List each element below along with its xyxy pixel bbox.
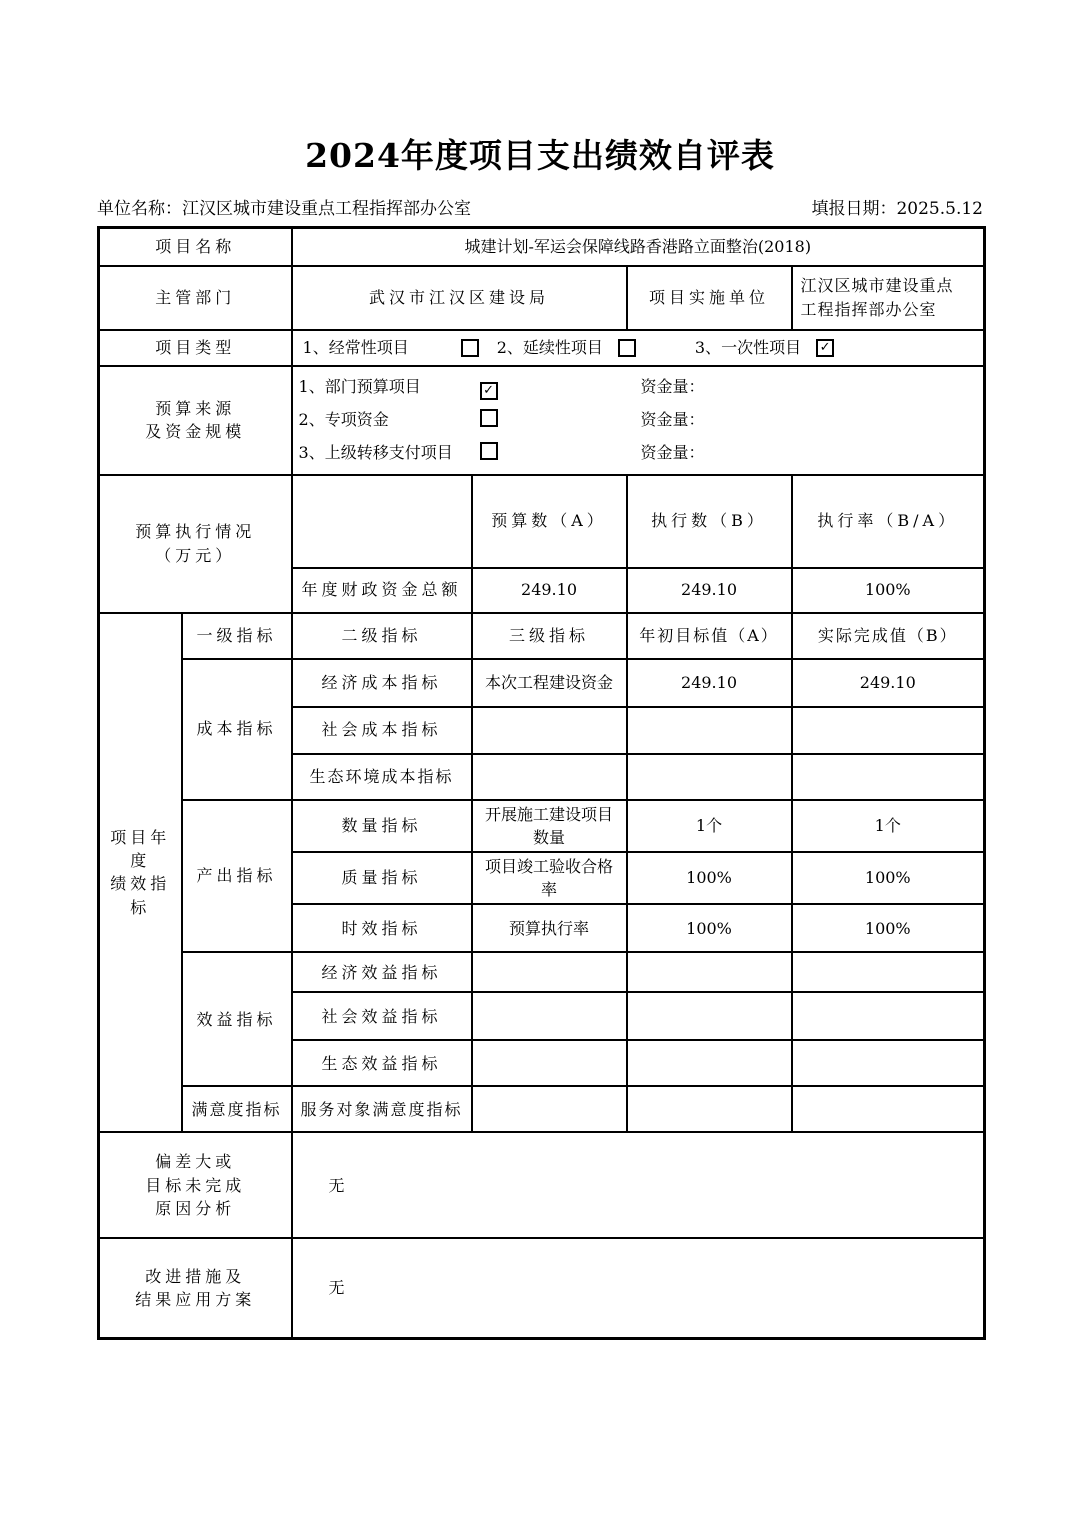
target-cell: [627, 1040, 792, 1086]
project-name-label: 项目名称: [99, 228, 292, 266]
indicator-header-row: [99, 613, 985, 659]
level3-cell: [472, 1040, 627, 1086]
header-actual: 实际完成值（B）: [792, 613, 985, 659]
level2-cell: 数量指标: [292, 800, 472, 852]
level2-cell: 社会效益指标: [292, 992, 472, 1040]
budget-source-row: [99, 366, 985, 475]
amount-label: 资金量：: [640, 410, 705, 430]
level2-cell: 质量指标: [292, 852, 472, 904]
project-name-row: [99, 228, 985, 266]
budget-execution-header-row: [99, 475, 985, 568]
annual-fund-executed-value: 249.10: [627, 568, 792, 613]
indicator-row: [99, 952, 985, 992]
impl-unit-label: 项目实施单位: [627, 266, 792, 330]
col-header-budget: 预算数（A）: [472, 475, 627, 568]
unit-name-label: 单位名称：江汉区城市建设重点工程指挥部办公室: [97, 199, 471, 219]
actual-cell: [792, 1086, 985, 1132]
budget-source-item: [293, 404, 984, 437]
level3-cell: 本次工程建设资金: [472, 659, 627, 707]
target-cell: 1个: [627, 800, 792, 852]
level1-benefit: 效益指标: [182, 952, 292, 1086]
actual-cell: [792, 754, 985, 800]
budget-source-label: 预算来源 及资金规模: [99, 366, 292, 475]
budget-source-item: [293, 371, 984, 404]
amount-label: 资金量：: [640, 377, 705, 397]
source-transfer-payment-label: 3、上级转移支付项目: [298, 443, 453, 463]
level3-cell: [472, 707, 627, 754]
target-cell: [627, 707, 792, 754]
level3-cell: [472, 1086, 627, 1132]
level2-cell: 服务对象满意度指标: [292, 1086, 472, 1132]
dept-value: 武汉市江汉区建设局: [292, 266, 627, 330]
level1-satisfaction: 满意度指标: [182, 1086, 292, 1132]
level1-cost: 成本指标: [182, 659, 292, 800]
project-type-row: [99, 330, 985, 366]
level2-cell: 生态效益指标: [292, 1040, 472, 1086]
budget-execution-label: 预算执行情况 （万元）: [99, 475, 292, 613]
col-header-executed: 执行数（B）: [627, 475, 792, 568]
actual-cell: 100%: [792, 904, 985, 952]
indicator-row: [99, 1086, 985, 1132]
impl-unit-value: 江汉区城市建设重点工程指挥部办公室: [792, 266, 985, 330]
level2-cell: 经济成本指标: [292, 659, 472, 707]
type-option-continuing-label: 2、延续性项目: [496, 337, 603, 357]
level2-cell: 经济效益指标: [292, 952, 472, 992]
budget-source-options: [292, 366, 985, 475]
improvement-row: [99, 1238, 985, 1338]
project-name-value: 城建计划-军运会保障线路香港路立面整治(2018): [292, 228, 985, 266]
checkbox-transfer-payment-icon[interactable]: [480, 442, 498, 460]
project-type-options: [292, 330, 985, 366]
budget-execution-blank-cell: [292, 475, 472, 568]
indicator-row: [99, 800, 985, 852]
page-title: 2024年度项目支出绩效自评表: [305, 136, 775, 175]
level1-output: 产出指标: [182, 800, 292, 953]
source-special-fund-label: 2、专项资金: [298, 410, 389, 430]
project-type-label: 项目类型: [99, 330, 292, 366]
target-cell: 100%: [627, 852, 792, 904]
header-target: 年初目标值（A）: [627, 613, 792, 659]
header-level1: 一级指标: [182, 613, 292, 659]
target-cell: 249.10: [627, 659, 792, 707]
actual-cell: [792, 1040, 985, 1086]
indicator-section-label: 项目年度 绩效指标: [99, 613, 182, 1133]
level3-cell: [472, 952, 627, 992]
annual-fund-budget-value: 249.10: [472, 568, 627, 613]
meta-row: [97, 194, 983, 219]
deviation-label: 偏差大或 目标未完成 原因分析: [99, 1132, 292, 1238]
amount-label: 资金量：: [640, 443, 705, 463]
document-page: [97, 130, 983, 1340]
target-cell: [627, 992, 792, 1040]
actual-cell: 249.10: [792, 659, 985, 707]
level2-cell: 时效指标: [292, 904, 472, 952]
target-cell: 100%: [627, 904, 792, 952]
source-dept-budget-label: 1、部门预算项目: [298, 377, 421, 397]
actual-cell: [792, 992, 985, 1040]
dept-row: [99, 266, 985, 330]
header-level3: 三级指标: [472, 613, 627, 659]
level3-cell: [472, 992, 627, 1040]
checkbox-continuing-project-icon[interactable]: [618, 339, 636, 357]
annual-fund-label: 年度财政资金总额: [292, 568, 472, 613]
type-option-regular-label: 1、经常性项目: [302, 337, 409, 357]
actual-cell: 1个: [792, 800, 985, 852]
actual-cell: 100%: [792, 852, 985, 904]
report-date-label: 填报日期：2025.5.12: [811, 199, 983, 219]
level2-cell: 生态环境成本指标: [292, 754, 472, 800]
type-option-onetime-label: 3、一次性项目: [694, 337, 802, 357]
level3-cell: 开展施工建设项目数量: [472, 800, 627, 852]
deviation-value: 无: [292, 1132, 985, 1238]
target-cell: [627, 952, 792, 992]
level3-cell: 项目竣工验收合格率: [472, 852, 627, 904]
target-cell: [627, 1086, 792, 1132]
annual-fund-rate-value: 100%: [792, 568, 985, 613]
checkbox-special-fund-icon[interactable]: [480, 409, 498, 427]
dept-label: 主管部门: [99, 266, 292, 330]
header-level2: 二级指标: [292, 613, 472, 659]
level3-cell: [472, 754, 627, 800]
level3-cell: 预算执行率: [472, 904, 627, 952]
indicator-row: [99, 659, 985, 707]
actual-cell: [792, 952, 985, 992]
col-header-rate: 执行率（B/A）: [792, 475, 985, 568]
target-cell: [627, 754, 792, 800]
deviation-row: [99, 1132, 985, 1238]
actual-cell: [792, 707, 985, 754]
level2-cell: 社会成本指标: [292, 707, 472, 754]
checkbox-regular-project-icon[interactable]: [461, 339, 479, 357]
budget-source-item: [293, 437, 984, 470]
self-eval-table: [97, 226, 986, 1340]
checkbox-onetime-project-checked-icon[interactable]: ✓: [816, 339, 834, 357]
checkbox-dept-budget-checked-icon[interactable]: ✓: [480, 382, 498, 400]
improvement-value: 无: [292, 1238, 985, 1338]
improvement-label: 改进措施及 结果应用方案: [99, 1238, 292, 1338]
